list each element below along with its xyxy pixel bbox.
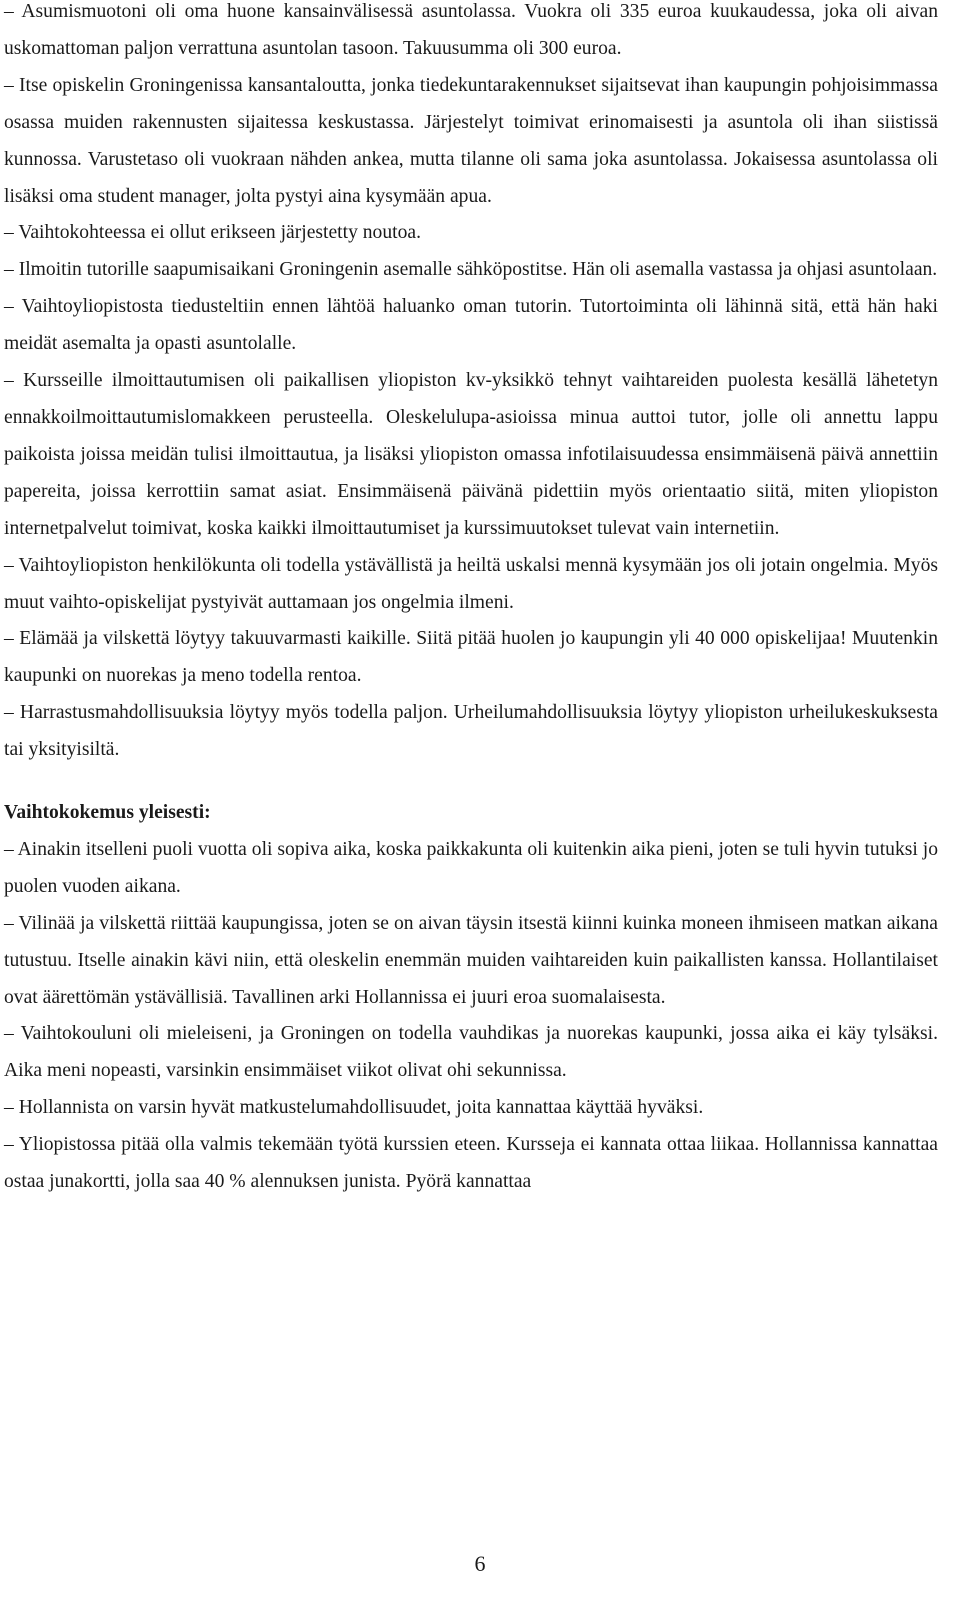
paragraph-social: – Vilinää ja vilskettä riittää kaupungissa, joten se on aivan täysin itsestä kiinni kuinka moneen ihmiseen matkan aikana tutustuu. Itselle ainakin kävi niin, että oleskelin enemmän muiden vaihtareiden kuin paikallisten kanssa. Hollantilaiset ovat äärettömän ystävällisiä. Tavallinen arki Hollannissa ei juuri eroa suomalaisesta. xyxy=(4,912,938,1008)
page-content xyxy=(4,0,938,1201)
paragraph-registration: – Kursseille ilmoittautumisen oli paikallisen yliopiston kv-yksikkö tehnyt vaihtareiden puolesta kesällä lähetetyn ennakkoilmoittautumislomakkeen perusteella. Oleskelulupa-asioissa minua auttoi tutor, jolle oli annettu lappu paikoista joissa meidän tulisi ilmoittautua, ja lisäksi yliopiston omassa infotilaisuudessa ensimmäisenä päivä annettiin papereita, joissa kerrottiin samat asiat. Ensimmäisenä päivänä pidettiin myös orientaatio siitä, miten yliopiston internetpalvelut toimivat, koska kaikki ilmoittautumiset ja kurssimuutokset tulevat vain internetiin. xyxy=(4,370,938,539)
paragraph-tutor: – Vaihtoyliopistosta tiedusteltiin ennen lähtöä haluanko oman tutorin. Tutortoiminta oli lähinnä sitä, että hän haki meidät asemalta ja opasti asuntolalle. xyxy=(4,296,938,355)
paragraph-housing: – Asumismuotoni oli oma huone kansainvälisessä asuntolassa. Vuokra oli 335 euroa kuukaudessa, joka oli aivan uskomattoman paljon verrattuna asuntolan tasoon. Takuusumma oli 300 euroa. xyxy=(4,1,938,59)
paragraph-pickup: – Vaihtokohteessa ei ollut erikseen järjestetty noutoa. xyxy=(4,222,421,244)
paragraph-studies: – Itse opiskelin Groningenissa kansantaloutta, jonka tiedekuntarakennukset sijaitsevat ihan kaupungin pohjoisimmassa osassa muiden rakennusten sijaitessa keskustassa. Järjestelyt toimivat erinomaisesti ja asuntola oli ihan siistissä kunnossa. Varustetaso oli vuokraan nähden ankea, mutta tilanne oli sama joka asuntolassa. Jokaisessa asuntolassa oli lisäksi oma student manager, jolta pystyi aina kysymään apua. xyxy=(4,74,938,207)
paragraph-city-life: – Elämää ja vilskettä löytyy takuuvarmasti kaikille. Siitä pitää huolen jo kaupungin yli 40 000 opiskelijaa! Muutenkin kaupunki on nuorekas ja meno todella rentoa. xyxy=(4,628,938,687)
paragraph-travel: – Hollannista on varsin hyvät matkustelumahdollisuudet, joita kannattaa käyttää hyväksi. xyxy=(4,1097,704,1119)
paragraph-school: – Vaihtokouluni oli mieleiseni, ja Groningen on todella vauhdikas ja nuorekas kaupunki, jossa aika ei käy tylsäksi. Aika meni nopeasti, varsinkin ensimmäiset viikot olivat ohi sekunnissa. xyxy=(4,1023,938,1082)
paragraph-duration: – Ainakin itselleni puoli vuotta oli sopiva aika, koska paikkakunta oli kuitenkin aika pieni, joten se tuli hyvin tutuksi jo puolen vuoden aikana. xyxy=(4,838,938,897)
page-number: 6 xyxy=(474,1551,486,1576)
paragraph-arrival: – Ilmoitin tutorille saapumisaikani Groningenin asemalle sähköpostitse. Hän oli asemalla vastassa ja ohjasi asuntolaan. xyxy=(4,259,938,281)
paragraph-hobbies: – Harrastusmahdollisuuksia löytyy myös todella paljon. Urheilumahdollisuuksia löytyy yliopiston urheilukeskuksesta tai yksityisiltä. xyxy=(4,702,938,761)
section-heading: Vaihtokokemus yleisesti: xyxy=(4,802,211,824)
paragraph-tips: – Yliopistossa pitää olla valmis tekemään työtä kurssien eteen. Kursseja ei kannata ottaa liikaa. Hollannissa kannattaa ostaa junakortti, jolla saa 40 % alennuksen junista. Pyörä kannattaa xyxy=(4,1134,938,1193)
paragraph-staff: – Vaihtoyliopiston henkilökunta oli todella ystävällistä ja heiltä uskalsi mennä kysymään jos oli jotain ongelmia. Myös muut vaihto-opiskelijat pystyivät auttamaan jos ongelmia ilmeni. xyxy=(4,554,938,613)
